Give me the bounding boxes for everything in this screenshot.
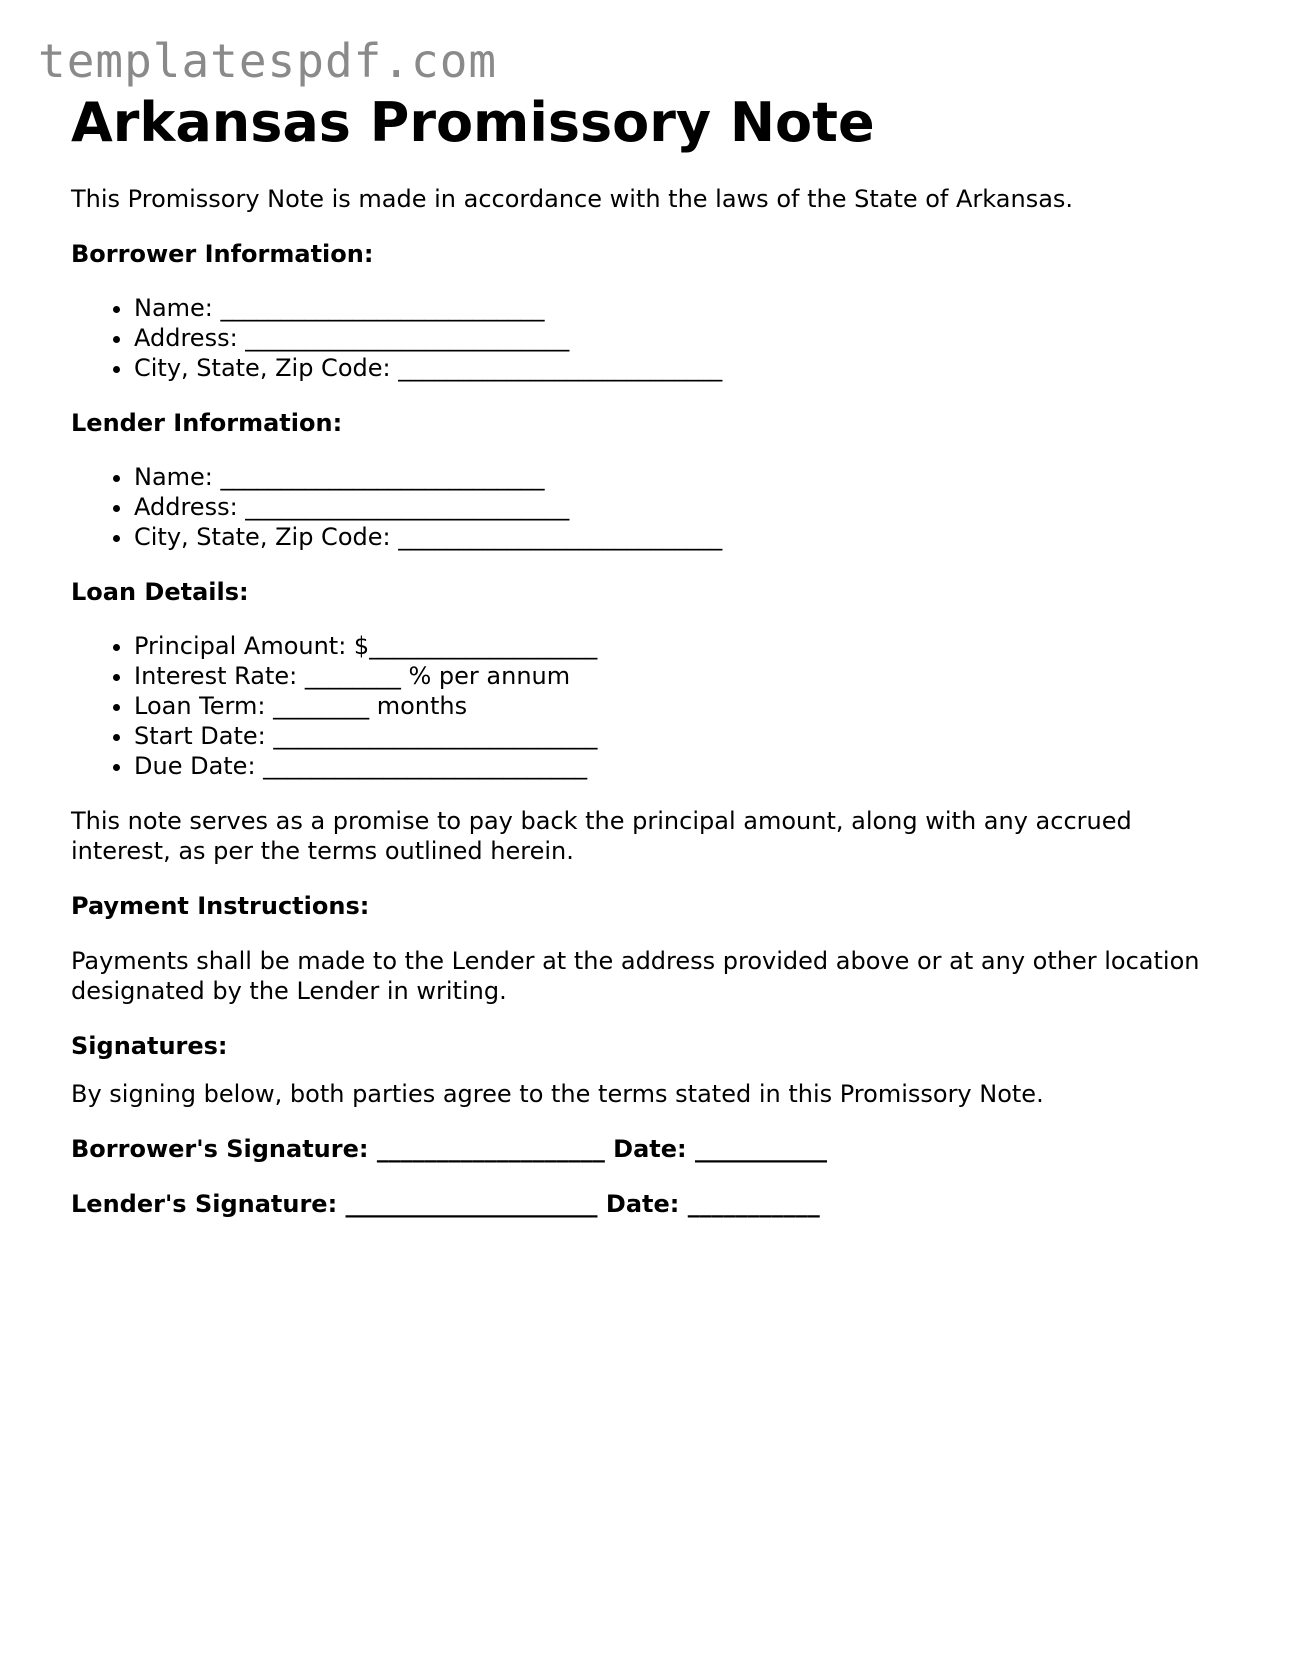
payment-instructions-heading: Payment Instructions: [71, 892, 370, 921]
interest-rate-field[interactable]: • Interest Rate: ________ % per annum [134, 661, 1231, 691]
document-body [71, 92, 1231, 1219]
due-date-field[interactable]: • Due Date: ___________________________ [134, 751, 1231, 781]
loan-term-field[interactable]: • Loan Term: ________ months [134, 691, 1231, 721]
lender-signature-line[interactable]: Lender's Signature: _____________________ Date: ___________ [71, 1190, 820, 1219]
lender-heading: Lender Information: [71, 409, 343, 438]
document-title: Arkansas Promissory Note [71, 91, 875, 154]
lender-list [71, 462, 1231, 552]
principal-amount-field[interactable]: • Principal Amount: $___________________ [134, 631, 1231, 661]
borrower-list [71, 293, 1231, 383]
start-date-field[interactable]: • Start Date: ___________________________ [134, 721, 1231, 751]
intro-text: This Promissory Note is made in accordance with the laws of the State of Arkansas. [71, 185, 1074, 214]
signatures-text: By signing below, both parties agree to the terms stated in this Promissory Note. [71, 1080, 1044, 1109]
borrower-signature-line[interactable]: Borrower's Signature: ___________________ Date: ___________ [71, 1135, 827, 1164]
lender-name-field[interactable]: • Name: ___________________________ [134, 462, 1231, 492]
loan-details-heading: Loan Details: [71, 578, 249, 607]
borrower-address-field[interactable]: • Address: ___________________________ [134, 323, 1231, 353]
borrower-name-field[interactable]: • Name: ___________________________ [134, 293, 1231, 323]
borrower-heading: Borrower Information: [71, 240, 374, 269]
lender-city-state-zip-field[interactable]: • City, State, Zip Code: ___________________________ [134, 522, 1231, 552]
promise-text: This note serves as a promise to pay back the principal amount, along with any accrued interest, as per the terms outlined herein. [71, 807, 1132, 866]
signatures-heading: Signatures: [71, 1032, 228, 1061]
watermark: templatespdf.com [38, 34, 498, 88]
loan-details-list [71, 631, 1231, 781]
payment-instructions-text: Payments shall be made to the Lender at the address provided above or at any other location designated by the Lender in writing. [71, 947, 1200, 1006]
borrower-city-state-zip-field[interactable]: • City, State, Zip Code: ___________________________ [134, 353, 1231, 383]
lender-address-field[interactable]: • Address: ___________________________ [134, 492, 1231, 522]
